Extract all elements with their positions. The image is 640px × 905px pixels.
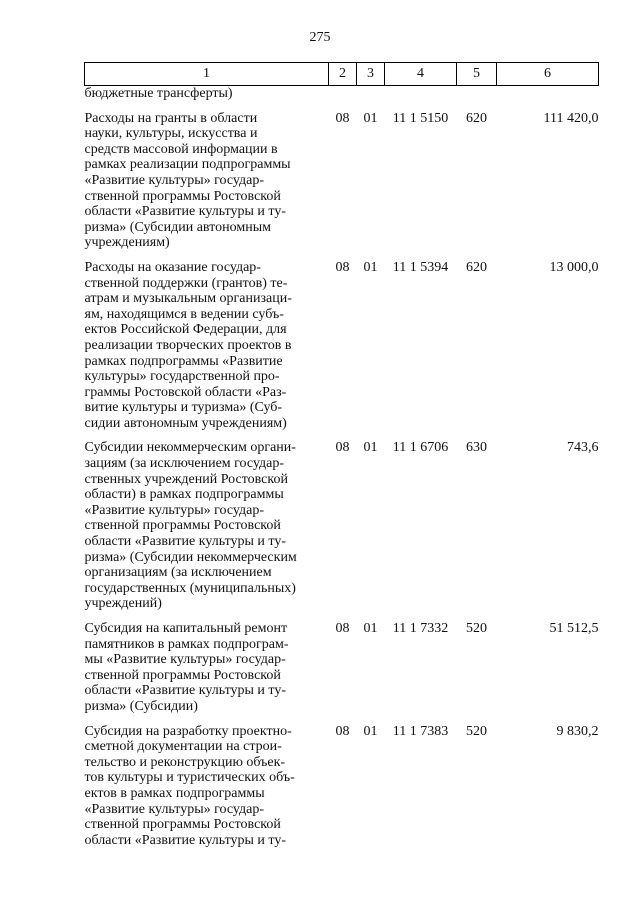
table-row [85, 618, 599, 721]
row-amount: 111 420,0 [543, 110, 599, 126]
row-expense-type: 620 [466, 110, 487, 126]
column-header-5: 5 [457, 63, 497, 86]
row-subsection-code: 01 [363, 440, 378, 456]
row-section-code: 08 [335, 259, 350, 275]
row-expense-type: 620 [466, 259, 487, 275]
row-target-code: 11 1 6706 [392, 440, 449, 456]
row-description: Субсидии некоммерческим органи- зациям (за исключением государ- ственных учреждений Ростовской области) в рамках подпрограммы «Развитие культуры» государ- ственной программы Ростовской области «Развитие культуры и ту- ризма» (Субсидии некоммерческим организациям (за исключением государственных (муниципальных) учреждений) [84, 440, 297, 612]
row-description: Субсидия на разработку проектно- сметной документации на строи- тельство и реконструкцию объек- тов культуры и туристических объ- ектов в рамках подпрограммы «Развитие культуры» государ- ственной программы Ростовской области «Развитие культуры и ту- [84, 723, 295, 848]
row-subsection-code: 01 [363, 621, 378, 636]
row-amount: 743,6 [567, 440, 599, 456]
table-row [85, 721, 599, 855]
row-target-code: 11 1 7332 [392, 621, 449, 636]
row-section-code: 08 [335, 110, 350, 126]
row-expense-type: 520 [466, 723, 487, 739]
row-target-code: 11 1 5150 [392, 110, 449, 126]
row-expense-type: 520 [466, 621, 487, 636]
row-expense-type: 630 [466, 440, 487, 456]
table-row [85, 108, 599, 257]
budget-table [84, 62, 599, 854]
row-target-code: 11 1 5394 [392, 259, 449, 275]
table-row [85, 437, 599, 618]
row-description: Расходы на оказание государ- ственной поддержки (грантов) те- атрам и музыкальным организаци- ям, находящимся в ведении субъ- ектов Российской Федерации, для реализации творческих проектов в рамках подпрограммы «Развитие культуры» государственной про- граммы Ростовской области «Раз- витие культуры и туризма» (Суб- сидии автономным учреждениям) [84, 259, 292, 431]
column-header-3: 3 [357, 63, 385, 86]
column-header-1: 1 [85, 63, 329, 86]
row-amount: 9 830,2 [556, 723, 599, 739]
row-subsection-code: 01 [363, 110, 378, 126]
row-subsection-code: 01 [363, 259, 378, 275]
row-description: Субсидия на капитальный ремонт памятников в рамках подпрограм- мы «Развитие культуры» государ- ственной программы Ростовской области «Развитие культуры и ту- ризма» (Субсидии) [84, 621, 289, 714]
row-subsection-code: 01 [363, 723, 378, 739]
table-row [85, 86, 599, 108]
table-header [85, 63, 599, 86]
column-header-2: 2 [329, 63, 357, 86]
column-header-6: 6 [497, 63, 599, 86]
row-amount: 51 512,5 [549, 621, 599, 636]
page-number: 275 [309, 30, 331, 45]
row-target-code: 11 1 7383 [392, 723, 449, 739]
column-header-4: 4 [385, 63, 457, 86]
row-section-code: 08 [335, 440, 350, 456]
table-row [85, 257, 599, 438]
continuation-text: бюджетные трансферты) [84, 86, 233, 101]
row-section-code: 08 [335, 621, 350, 636]
row-description: Расходы на гранты в области науки, культуры, искусства и средств массовой информации в рамках реализации подпрограммы «Развитие культуры» государ- ственной программы Ростовской области «Развитие культуры и ту- ризма» (Субсидии автономным учреждениям) [84, 110, 291, 251]
row-section-code: 08 [335, 723, 350, 739]
row-amount: 13 000,0 [549, 259, 599, 275]
